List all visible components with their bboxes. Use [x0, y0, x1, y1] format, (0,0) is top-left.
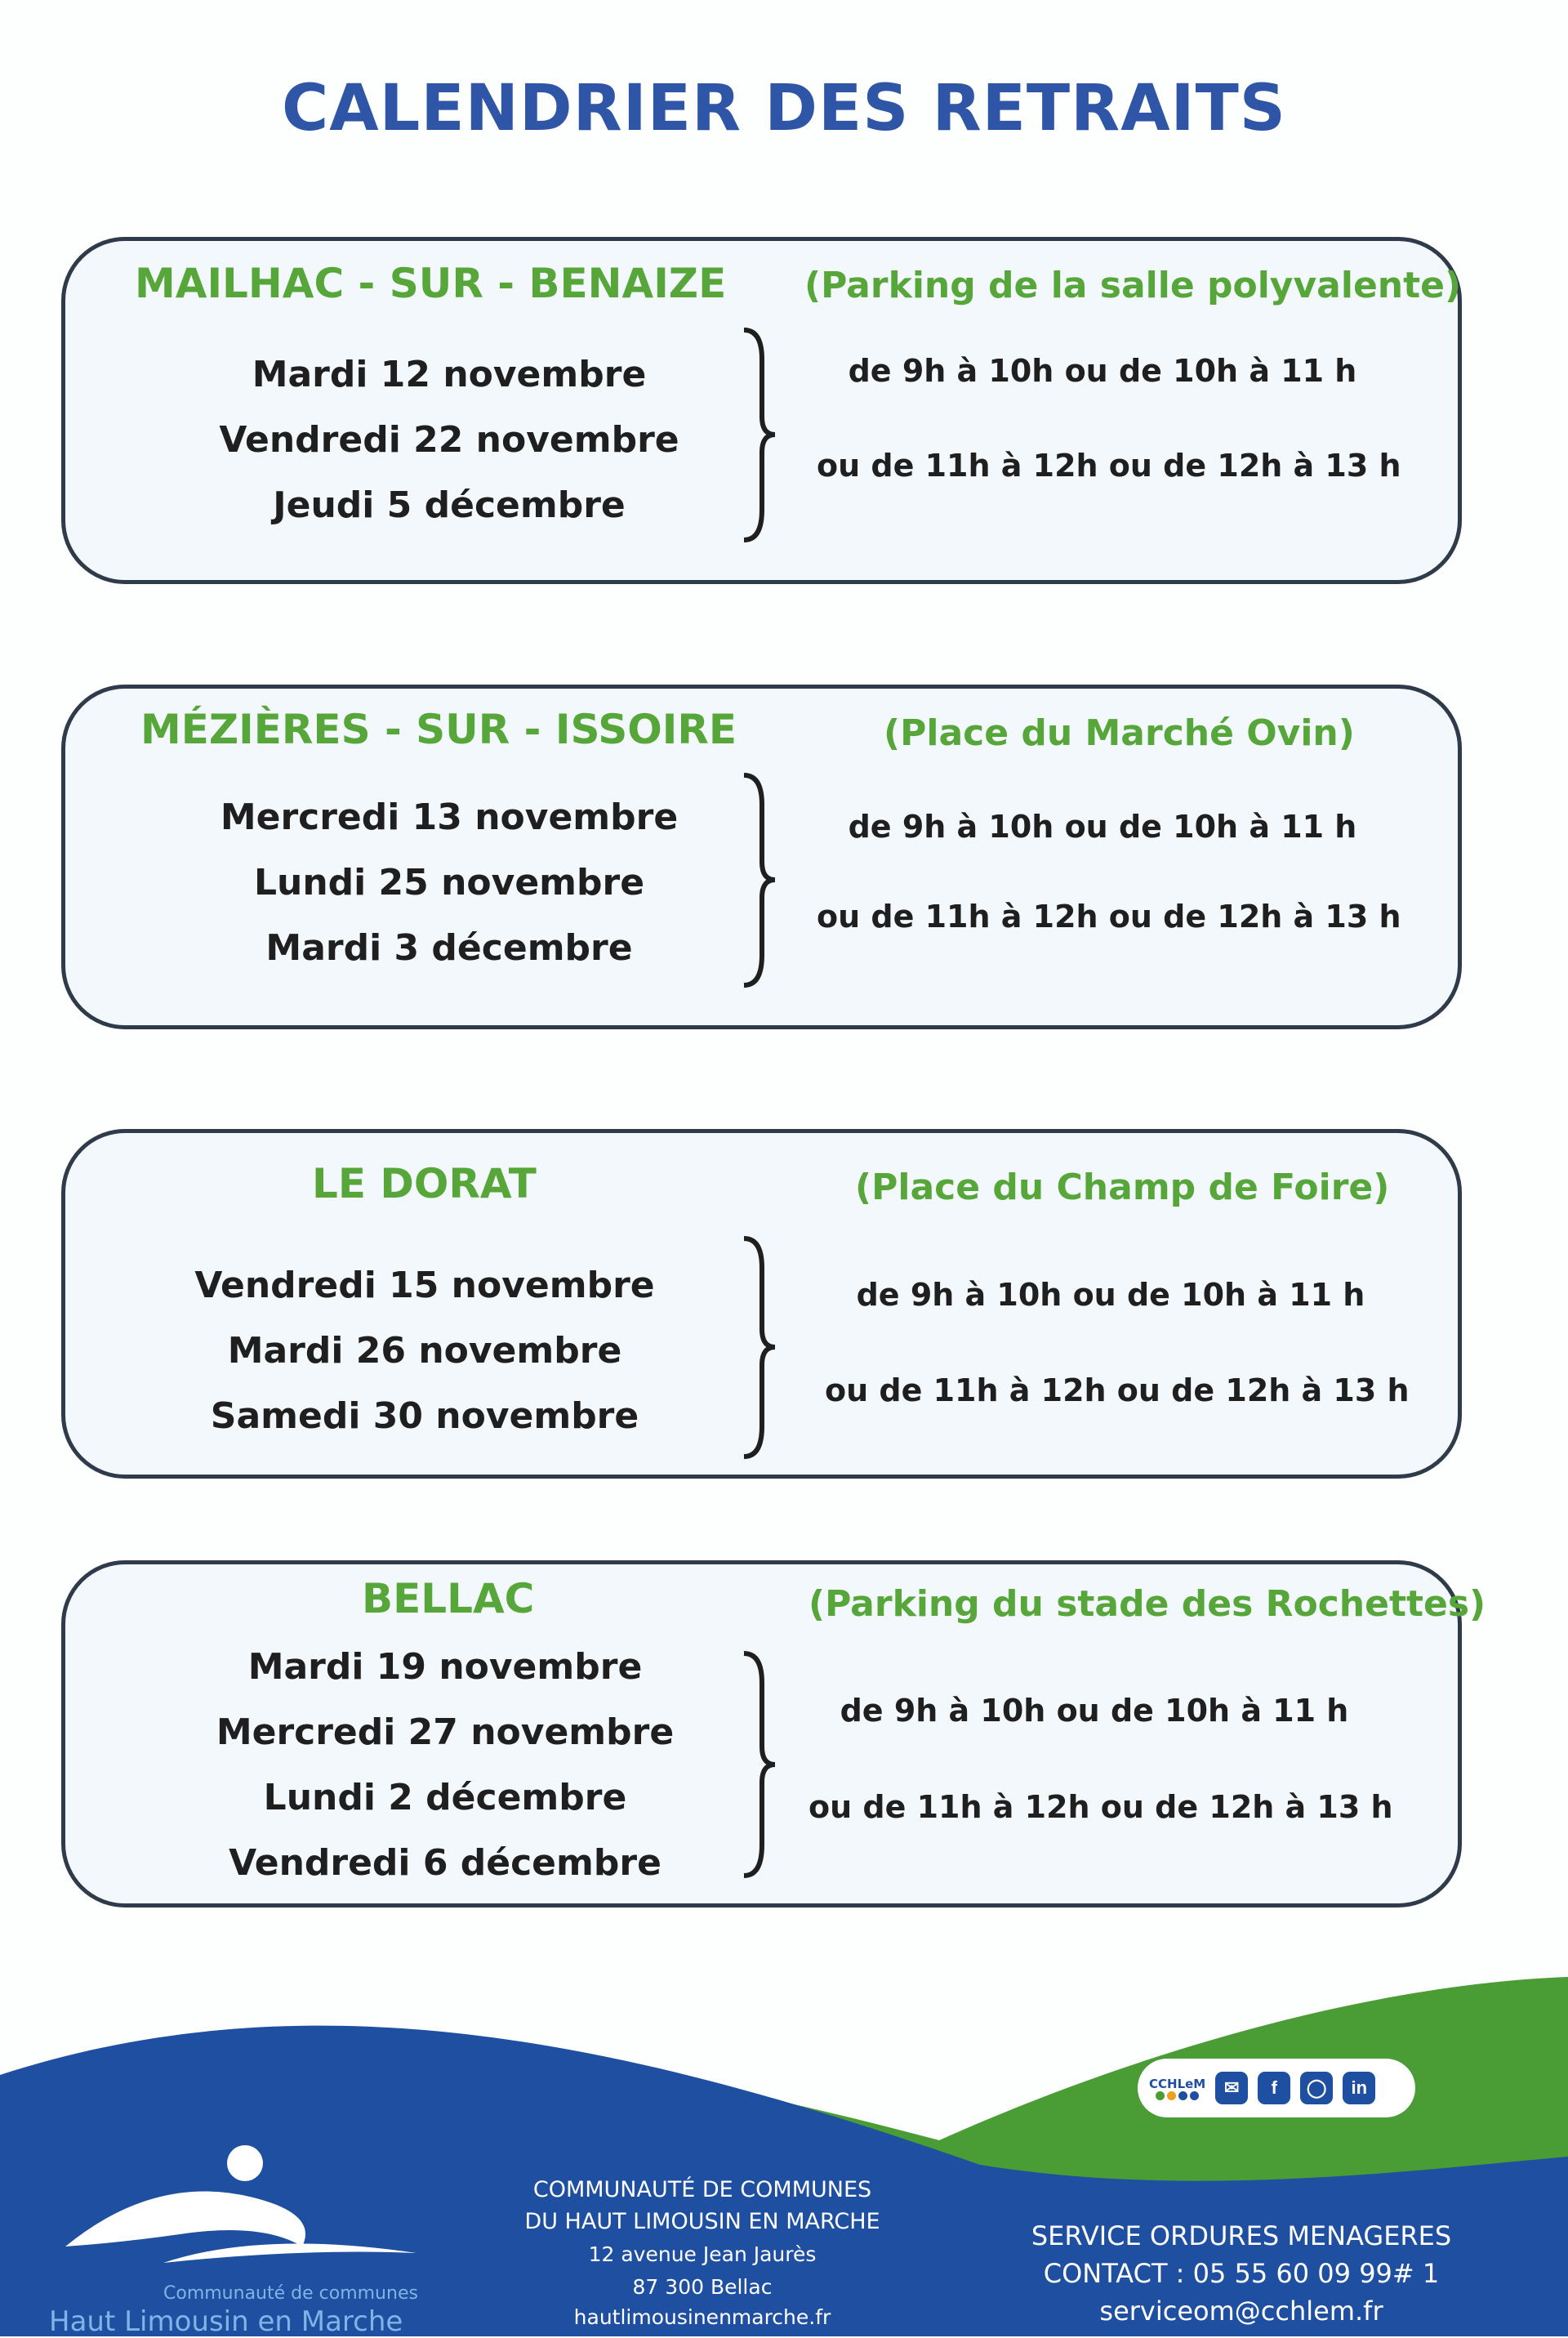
social-badge	[1138, 2059, 1415, 2117]
page-title: CALENDRIER DES RETRAITS	[282, 72, 1286, 145]
service-name: SERVICE ORDURES MENAGERES	[1031, 2220, 1452, 2251]
date-item: Mardi 3 décembre	[265, 926, 633, 969]
date-list	[180, 1252, 670, 1448]
date-item: Samedi 30 novembre	[210, 1394, 639, 1437]
date-item: Mardi 26 novembre	[227, 1329, 622, 1372]
org-name-line1: COMMUNAUTÉ DE COMMUNES	[532, 2177, 872, 2202]
service-email: serviceom@cchlem.fr	[1099, 2296, 1383, 2327]
time-slot: de 9h à 10h ou de 10h à 11 h	[840, 1693, 1349, 1729]
location-name: LE DORAT	[312, 1160, 537, 1207]
location-name: MÉZIÈRES - SUR - ISSOIRE	[140, 706, 737, 753]
date-item: Lundi 25 novembre	[253, 861, 645, 904]
service-contact: CONTACT : 05 55 60 09 99# 1	[1043, 2258, 1440, 2289]
cchlem-logo	[1149, 2077, 1205, 2100]
logo-caption: Communauté de communes	[163, 2283, 418, 2304]
facebook-icon[interactable]: f	[1258, 2072, 1290, 2104]
date-item: Mardi 19 novembre	[247, 1645, 643, 1688]
org-city: 87 300 Bellac	[632, 2275, 773, 2299]
date-item: Mercredi 27 novembre	[216, 1711, 675, 1753]
time-slot: ou de 11h à 12h ou de 12h à 13 h	[817, 899, 1401, 935]
community-logo-icon	[57, 2140, 416, 2263]
date-item: Lundi 2 décembre	[263, 1776, 627, 1818]
date-list	[204, 341, 694, 538]
cchlem-label: CCHLeM	[1149, 2076, 1206, 2091]
time-slot: de 9h à 10h ou de 10h à 11 h	[856, 1277, 1365, 1313]
location-place: (Parking du stade des Rochettes)	[808, 1583, 1486, 1625]
time-slot: ou de 11h à 12h ou de 12h à 13 h	[825, 1372, 1410, 1408]
location-place: (Parking de la salle polyvalente)	[804, 265, 1462, 306]
date-item: Mercredi 13 novembre	[220, 796, 679, 838]
date-item: Vendredi 22 novembre	[219, 418, 679, 461]
curly-brace-icon	[739, 1235, 780, 1460]
logo-caption-2: Haut Limousin en Marche	[49, 2305, 403, 2338]
location-name: MAILHAC - SUR - BENAIZE	[135, 260, 727, 307]
date-item: Vendredi 6 décembre	[229, 1841, 662, 1884]
curly-brace-icon	[739, 1650, 780, 1879]
time-slot: de 9h à 10h ou de 10h à 11 h	[848, 809, 1357, 845]
time-slot: ou de 11h à 12h ou de 12h à 13 h	[817, 448, 1401, 484]
org-website: hautlimousinenmarche.fr	[573, 2305, 831, 2329]
location-place: (Place du Champ de Foire)	[855, 1167, 1390, 1208]
location-place: (Place du Marché Ovin)	[884, 712, 1355, 754]
app-icon[interactable]: ✉	[1215, 2072, 1248, 2104]
dots-icon	[1156, 2091, 1199, 2100]
date-list	[204, 784, 694, 980]
org-name-line2: DU HAUT LIMOUSIN EN MARCHE	[524, 2209, 880, 2234]
date-item: Mardi 12 novembre	[252, 353, 647, 395]
location-name: BELLAC	[362, 1575, 535, 1622]
instagram-icon[interactable]: ◯	[1300, 2072, 1333, 2104]
linkedin-icon[interactable]: in	[1343, 2072, 1375, 2104]
curly-brace-icon	[739, 772, 780, 988]
time-slot: ou de 11h à 12h ou de 12h à 13 h	[808, 1789, 1393, 1825]
date-item: Jeudi 5 décembre	[273, 484, 626, 526]
time-slot: de 9h à 10h ou de 10h à 11 h	[848, 353, 1357, 389]
curly-brace-icon	[739, 327, 780, 543]
org-address: 12 avenue Jean Jaurès	[588, 2242, 817, 2266]
date-item: Vendredi 15 novembre	[194, 1264, 655, 1306]
date-list	[200, 1634, 690, 1895]
